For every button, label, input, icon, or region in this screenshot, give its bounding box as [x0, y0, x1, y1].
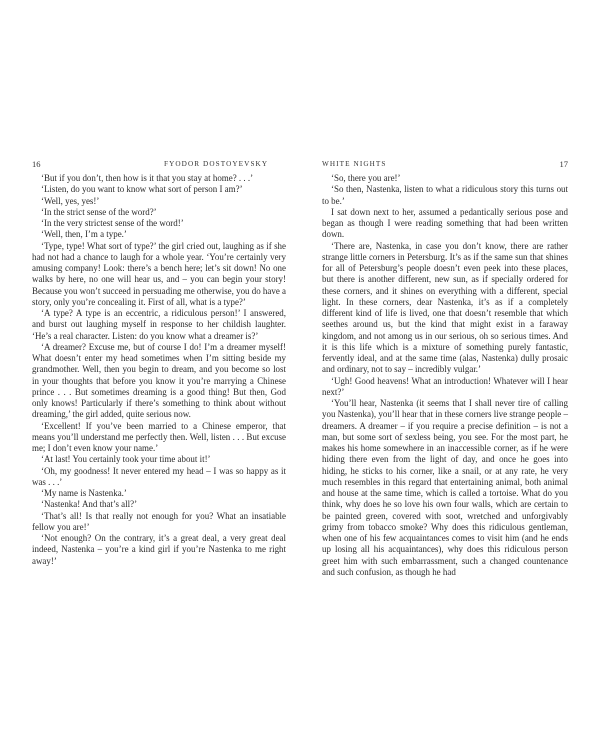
page-number-right: 17: [559, 159, 568, 169]
paragraph: I sat down next to her, assumed a pedantically serious pose and began as though I were reading something that had been written down.: [322, 206, 568, 240]
paragraph: ‘So then, Nastenka, listen to what a ridiculous story this turns out to be.’: [322, 184, 568, 206]
paragraph: ‘You’ll hear, Nastenka (it seems that I shall never tire of calling you Nastenka), you’ll hear that in these corners live strange people – dreamers. A dreamer – if you require a precise definition – is not a man, but some sort of sexless being, you see. For the most part, he makes his home somewhere in an inaccessible corner, as if he were hiding there even from the light of day, and once he goes into hiding, he sticks to his corner, like a snail, or at any rate, he very much resembles in this regard that entertaining animal, both animal and house at the same time, which is called a tortoise. What do you think, why does he so love his own four walls, which are certain to be painted green, covered with soot, wretched and unforgivably grimy from tobacco smoke? Why does this ridiculous gentleman, when one of his few acquaintances comes to visit him (and he ends up losing all his acquaintances), why does this ridiculous person greet him with such embarrassment, such a changed countenance and such confusion, as though he had: [322, 398, 568, 577]
paragraph: ‘In the very strictest sense of the word!’: [41, 218, 184, 228]
paragraph: ‘Excellent! If you’ve been married to a Chinese emperor, that means you’ll understand me perfectly then. Well, listen . . . But excuse me; I don’t even know your name.’: [32, 420, 286, 453]
running-head-right: [322, 158, 568, 170]
paragraph: ‘Oh, my goodness! It never entered my head – I was so happy as it was . . .’: [32, 465, 286, 487]
paragraph: ‘Not enough? On the contrary, it’s a great deal, a very great deal indeed, Nastenka – you’re a kind girl if you’re Nastenka to me right away!’: [32, 533, 286, 566]
running-head-left: [32, 158, 284, 170]
page-number-left: 16: [32, 159, 41, 169]
paragraph: ‘Well, yes, yes!’: [41, 195, 100, 206]
paragraph: ‘Nastenka! And that’s all?’: [41, 499, 138, 510]
paragraph: ‘But if you don’t, then how is it that you stay at home? . . .’: [41, 173, 254, 183]
left-body-text: [32, 173, 286, 567]
paragraph: ‘Ugh! Good heavens! What an introduction! Whatever will I hear next?’: [322, 375, 568, 397]
paragraph: ‘In the strict sense of the word?’: [41, 206, 157, 217]
paragraph: ‘A type? A type is an eccentric, a ridiculous person!’ I answered, and burst out laughing myself in response to her childish laughter. ‘He’s a real character. Listen: do you know what a dreamer is?’: [32, 308, 286, 341]
title-running-head: WHITE NIGHTS: [322, 160, 387, 168]
right-body-text: [322, 173, 568, 578]
paragraph: ‘That’s all! Is that really not enough for you? What an insatiable fellow you are!’: [32, 510, 286, 532]
author-running-head: FYODOR DOSTOYEVSKY: [164, 160, 269, 168]
paragraph: ‘There are, Nastenka, in case you don’t know, there are rather strange little corners in Petersburg. It’s as if the same sun that shines for all of Petersburg’s people doesn’t even peek into these places, but there is another different, new sun, as if specially ordered for these corners, and it shines on everything with a different, special light. In these corners, dear Nastenka, it’s as if a completely different kind of life is lived, one that doesn’t resemble that which seethes around us, but the kind that might exist in a faraway kingdom, and not among us in our serious, oh so serious times. And it is this life which is a mixture of something purely fantastic, fervently ideal, and at the same time (alas, Nastenka) dully prosaic and ordinary, not to say – incredibly vulgar.’: [322, 240, 568, 375]
paragraph: ‘So, there you are!’: [331, 173, 401, 183]
paragraph: ‘A dreamer? Excuse me, but of course I do! I’m a dreamer myself! What doesn’t enter my head sometimes when I’m sitting beside my grandmother. Well, then you begin to dream, and you become so lost in your thoughts that before you know it you’re marrying a Chinese prince . . . But sometimes dreaming is a good thing! But then, God only knows! Particularly if there’s something to think about without dreaming,’ the girl added, quite serious now.: [32, 341, 286, 420]
paragraph: ‘Type, type! What sort of type?’ the girl cried out, laughing as if she had not had a chance to laugh for a whole year. ‘You’re certainly very amusing company! Look: there’s a bench here; let’s sit down! No one walks by here, no one will hear us, and – you can begin your story! Because you won’t succeed in persuading me otherwise, you do have a story, only you’re concealing it. First of all, what is a type?’: [32, 240, 286, 307]
paragraph: ‘At last! You certainly took your time about it!’: [41, 454, 211, 465]
paragraph: ‘My name is Nastenka.’: [41, 488, 127, 498]
paragraph: ‘Listen, do you want to know what sort of person I am?’: [41, 184, 243, 195]
paragraph: ‘Well, then, I’m a type.’: [41, 229, 127, 240]
